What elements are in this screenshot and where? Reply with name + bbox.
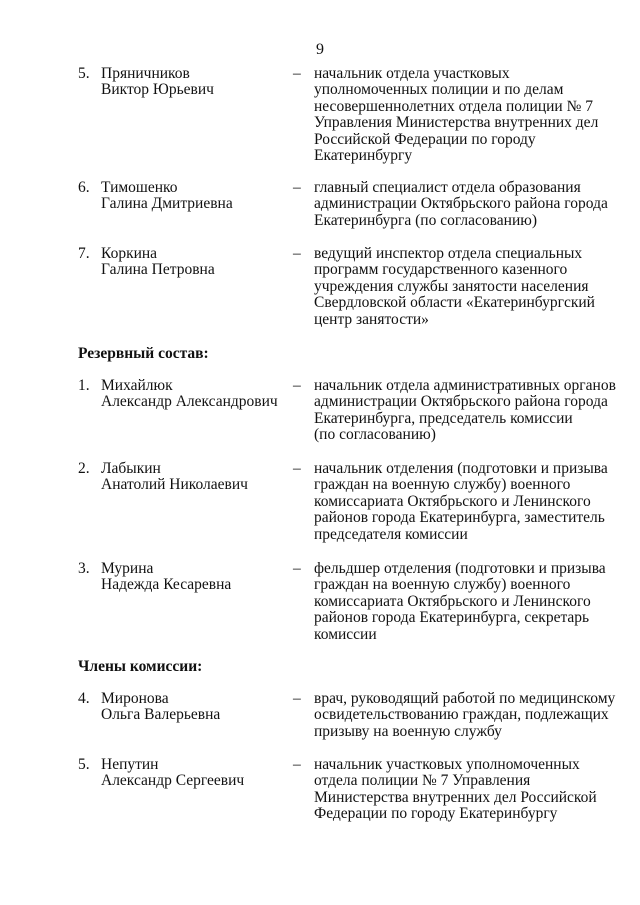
member-name <box>101 461 286 494</box>
position-line: начальник отдела участковых <box>314 65 510 82</box>
position-line: учреждения службы занятости населения <box>314 277 589 295</box>
position-line: Управления Министерства внутренних дел <box>314 114 599 132</box>
entry-dash: – <box>293 179 301 196</box>
member-name <box>101 246 286 279</box>
member-position <box>314 180 619 229</box>
name-line: Михайлюк <box>101 377 173 394</box>
member-name <box>101 378 286 411</box>
position-line: районов города Екатеринбурга, секретарь <box>314 609 590 627</box>
position-line: освидетельствованию граждан, подлежащих <box>314 706 609 724</box>
name-line: Александр Сергеевич <box>101 772 245 790</box>
position-line: отдела полиции № 7 Управления <box>314 772 531 790</box>
position-line: врач, руководящий работой по медицинскому <box>314 690 616 707</box>
name-line: Лабыкин <box>101 460 161 477</box>
entry-number: 1. <box>78 377 90 394</box>
entry-number: 7. <box>78 245 90 262</box>
entry-dash: – <box>293 690 301 707</box>
position-line: комиссариата Октябрьского и Ленинского <box>314 592 591 610</box>
position-line: комиссии <box>314 625 377 643</box>
position-line: комиссариата Октябрьского и Ленинского <box>314 492 591 510</box>
member-name <box>101 180 286 213</box>
entry-number: 2. <box>78 460 90 477</box>
entry-number: 3. <box>78 560 90 577</box>
name-line: Пряничников <box>101 65 190 82</box>
position-line: начальник отделения (подготовки и призыва <box>314 460 608 477</box>
member-position <box>314 561 619 643</box>
position-line: граждан на военную службу) военного <box>314 576 571 594</box>
entry-number: 5. <box>78 756 90 773</box>
entry-dash: – <box>293 377 301 394</box>
position-line: ведущий инспектор отдела специальных <box>314 245 583 262</box>
position-line: председателя комиссии <box>314 525 468 543</box>
name-line: Виктор Юрьевич <box>101 81 214 99</box>
name-line: Миронова <box>101 690 169 707</box>
name-line: Мурина <box>101 560 154 577</box>
name-line: Александр Александрович <box>101 393 278 411</box>
name-line: Анатолий Николаевич <box>101 476 248 494</box>
entry-dash: – <box>293 460 301 477</box>
member-position <box>314 691 619 740</box>
position-line: Екатеринбурга (по согласованию) <box>314 211 537 229</box>
position-line: главный специалист отдела образования <box>314 179 581 196</box>
entry-dash: – <box>293 756 301 773</box>
position-line: граждан на военную службу) военного <box>314 476 571 494</box>
name-line: Надежда Кесаревна <box>101 576 232 594</box>
position-line: администрации Октябрьского района города <box>314 393 608 411</box>
member-position <box>314 246 619 328</box>
section-heading-members: Члены комиссии: <box>78 658 203 675</box>
position-line: администрации Октябрьского района города <box>314 195 608 213</box>
position-line: несовершеннолетних отдела полиции № 7 <box>314 97 594 115</box>
position-line: Екатеринбургу <box>314 147 413 165</box>
name-line: Ольга Валерьевна <box>101 706 221 724</box>
entry-dash: – <box>293 65 301 82</box>
entry-number: 4. <box>78 690 90 707</box>
page-number: 9 <box>316 41 324 58</box>
entry-number: 5. <box>78 65 90 82</box>
position-line: районов города Екатеринбурга, заместитель <box>314 509 605 527</box>
name-line: Галина Петровна <box>101 261 215 279</box>
entry-dash: – <box>293 560 301 577</box>
name-line: Галина Дмитриевна <box>101 195 233 213</box>
position-line: призыву на военную службу <box>314 722 502 740</box>
member-position <box>314 757 619 823</box>
position-line: уполномоченных полиции и по делам <box>314 81 564 99</box>
position-line: программ государственного казенного <box>314 261 568 279</box>
member-name <box>101 66 286 99</box>
position-line: фельдшер отделения (подготовки и призыва <box>314 560 606 577</box>
member-position <box>314 66 619 164</box>
position-line: Екатеринбурга, председатель комиссии <box>314 409 573 427</box>
section-heading-reserve: Резервный состав: <box>78 345 209 362</box>
position-line: начальник отдела административных органов <box>314 377 616 394</box>
member-position <box>314 378 619 444</box>
entry-number: 6. <box>78 179 90 196</box>
position-line: центр занятости» <box>314 310 429 328</box>
position-line: Свердловской области «Екатеринбургский <box>314 294 595 312</box>
member-position <box>314 461 619 543</box>
position-line: начальник участковых уполномоченных <box>314 756 580 773</box>
name-line: Непутин <box>101 756 159 773</box>
position-line: (по согласованию) <box>314 426 436 444</box>
position-line: Российской Федерации по городу <box>314 130 536 148</box>
member-name <box>101 691 286 724</box>
entry-dash: – <box>293 245 301 262</box>
position-line: Федерации по городу Екатеринбургу <box>314 805 558 823</box>
member-name <box>101 757 286 790</box>
name-line: Тимошенко <box>101 179 178 196</box>
position-line: Министерства внутренних дел Российской <box>314 788 597 806</box>
member-name <box>101 561 286 594</box>
name-line: Коркина <box>101 245 158 262</box>
